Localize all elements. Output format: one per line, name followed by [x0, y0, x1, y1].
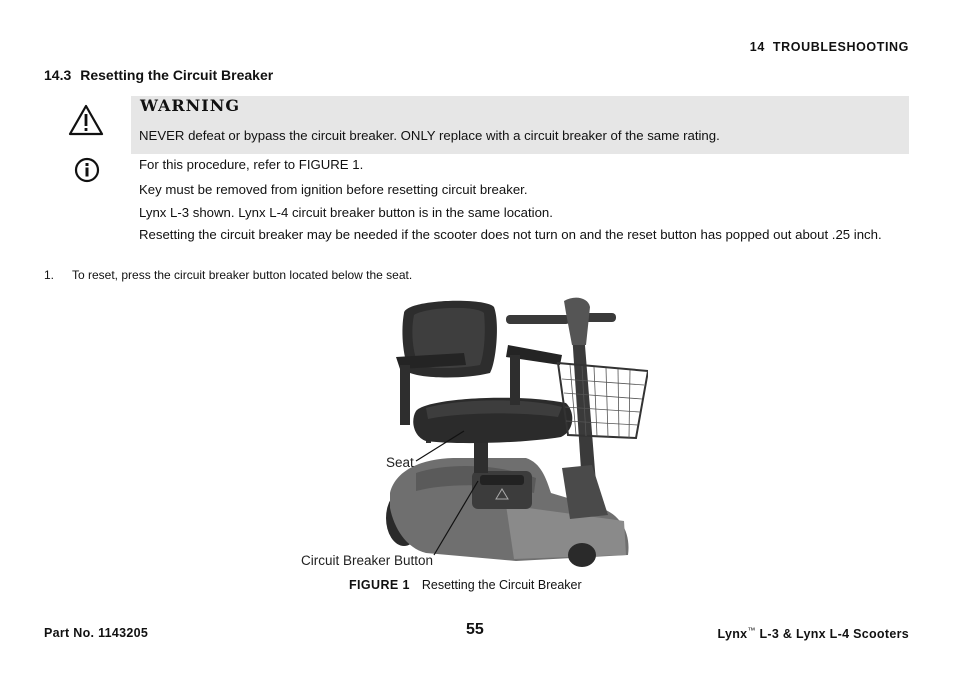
product-suffix: L-3 & Lynx L-4 Scooters [755, 627, 909, 642]
chapter-number: 14 [749, 40, 765, 54]
figure-caption-text: Resetting the Circuit Breaker [421, 578, 582, 592]
warning-title: WARNING [140, 96, 241, 115]
scooter-illustration [386, 293, 648, 573]
warning-box [131, 96, 909, 154]
page-number: 55 [466, 621, 484, 638]
section-title-text: Resetting the Circuit Breaker [80, 67, 274, 83]
running-header [750, 40, 909, 54]
step-text: To reset, press the circuit breaker button located below the seat. [72, 268, 413, 282]
product-name [717, 626, 909, 641]
warning-text: NEVER defeat or bypass the circuit breaker. ONLY replace with a circuit breaker of the same rating. [139, 128, 720, 143]
breaker-button-label: Circuit Breaker Button [301, 553, 434, 568]
product-prefix: Lynx [717, 627, 748, 642]
section-title [44, 67, 273, 83]
warning-triangle-icon [68, 104, 104, 141]
note-2: Key must be removed from ignition before resetting circuit breaker. [139, 182, 528, 197]
note-3: Lynx L-3 shown. Lynx L-4 circuit breaker button is in the same location. [139, 205, 553, 220]
note-4: Resetting the circuit breaker may be needed if the scooter does not turn on and the reset button has popped out about .25 inch. [139, 227, 882, 242]
figure-caption-label: FIGURE 1 [349, 578, 410, 592]
section-number: 14.3 [44, 67, 72, 83]
step-1 [44, 268, 412, 282]
trademark-symbol: ™ [747, 626, 756, 635]
chapter-title: TROUBLESHOOTING [772, 40, 909, 54]
seat-label: Seat [386, 455, 414, 470]
step-number: 1. [44, 268, 55, 282]
figure-caption [349, 578, 582, 592]
note-1: For this procedure, refer to FIGURE 1. [139, 157, 364, 172]
part-number: Part No. 1143205 [44, 626, 149, 640]
info-circle-icon [74, 157, 100, 188]
